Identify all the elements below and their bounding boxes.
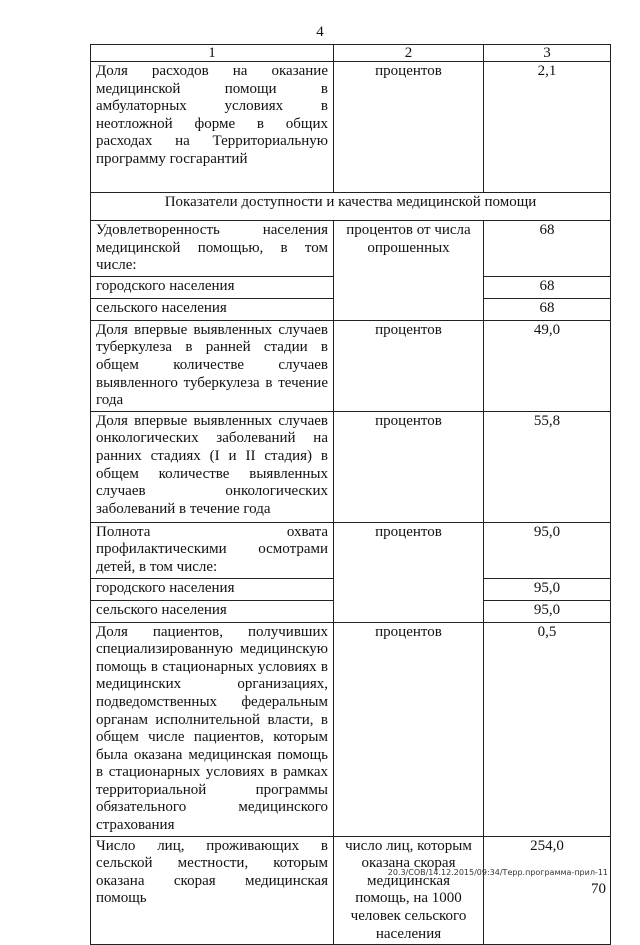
indicator-value: 49,0	[484, 320, 611, 411]
section-title: Показатели доступности и качества медицинской помощи	[91, 193, 611, 221]
table-row	[91, 622, 611, 836]
indicator-value: 0,5	[484, 622, 611, 836]
footer-page-number: 70	[591, 881, 606, 897]
indicator-name: Доля пациентов, получивших специализированную медицинскую помощь в стационарных условиях в медицинских организациях, подведомственных федеральным органам исполнительной власти, в общем числе пациентов, которым была оказана медицинская помощь в стационарных условиях в рамках территориальной программы обязательного медицинского страхования	[91, 622, 334, 836]
table-row	[91, 62, 611, 193]
indicator-name: Полнота охвата профилактическими осмотрами детей, в том числе:	[91, 522, 334, 578]
indicator-unit: число лиц, которым оказана скорая медицинская помощь, на 1000 человек сельского населения	[334, 836, 484, 945]
indicator-value: 95,0	[484, 522, 611, 578]
indicator-value: 68	[484, 221, 611, 277]
indicator-name: Доля впервые выявленных случаев онкологических заболеваний на ранних стадиях (I и II стадия) в общем количестве выявленных случаев онкологических заболеваний в течение года	[91, 411, 334, 522]
column-number-2: 2	[334, 45, 484, 62]
subrow-name: сельского населения	[91, 298, 334, 320]
indicator-name: Доля впервые выявленных случаев туберкулеза в ранней стадии в общем количестве случаев выявленного туберкулеза в течение года	[91, 320, 334, 411]
indicator-unit: процентов	[334, 62, 484, 193]
subrow-name: сельского населения	[91, 600, 334, 622]
indicator-unit: процентов	[334, 622, 484, 836]
table-row	[91, 836, 611, 945]
subrow-value: 95,0	[484, 600, 611, 622]
column-number-row	[91, 45, 611, 62]
section-row	[91, 193, 611, 221]
page-number: 4	[316, 24, 324, 40]
subrow-value: 68	[484, 276, 611, 298]
table-row	[91, 411, 611, 522]
table-row	[91, 320, 611, 411]
indicator-unit: процентов	[334, 320, 484, 411]
indicator-name: Число лиц, проживающих в сельской местности, которым оказана скорая медицинская помощь	[91, 836, 334, 945]
column-number-3: 3	[484, 45, 611, 62]
table-row	[91, 522, 611, 578]
indicator-value: 2,1	[484, 62, 611, 193]
indicator-unit: процентов от числа опрошенных	[334, 221, 484, 321]
indicator-unit: процентов	[334, 522, 484, 622]
subrow-name: городского населения	[91, 276, 334, 298]
indicators-table	[90, 44, 611, 945]
table-row	[91, 221, 611, 277]
column-number-1: 1	[91, 45, 334, 62]
subrow-name: городского населения	[91, 578, 334, 600]
indicator-value: 254,0	[484, 836, 611, 945]
indicator-unit: процентов	[334, 411, 484, 522]
subrow-value: 95,0	[484, 578, 611, 600]
document-code: 20.3/СОВ/14.12.2015/09:34/Терр.программа-прил-11	[387, 868, 608, 877]
indicator-value: 55,8	[484, 411, 611, 522]
indicator-name: Доля расходов на оказание медицинской помощи в амбулаторных условиях в неотложной форме в общих расходах на Территориальную программу госгарантий	[91, 62, 334, 193]
subrow-value: 68	[484, 298, 611, 320]
indicator-name: Удовлетворенность населения медицинской помощью, в том числе:	[91, 221, 334, 277]
